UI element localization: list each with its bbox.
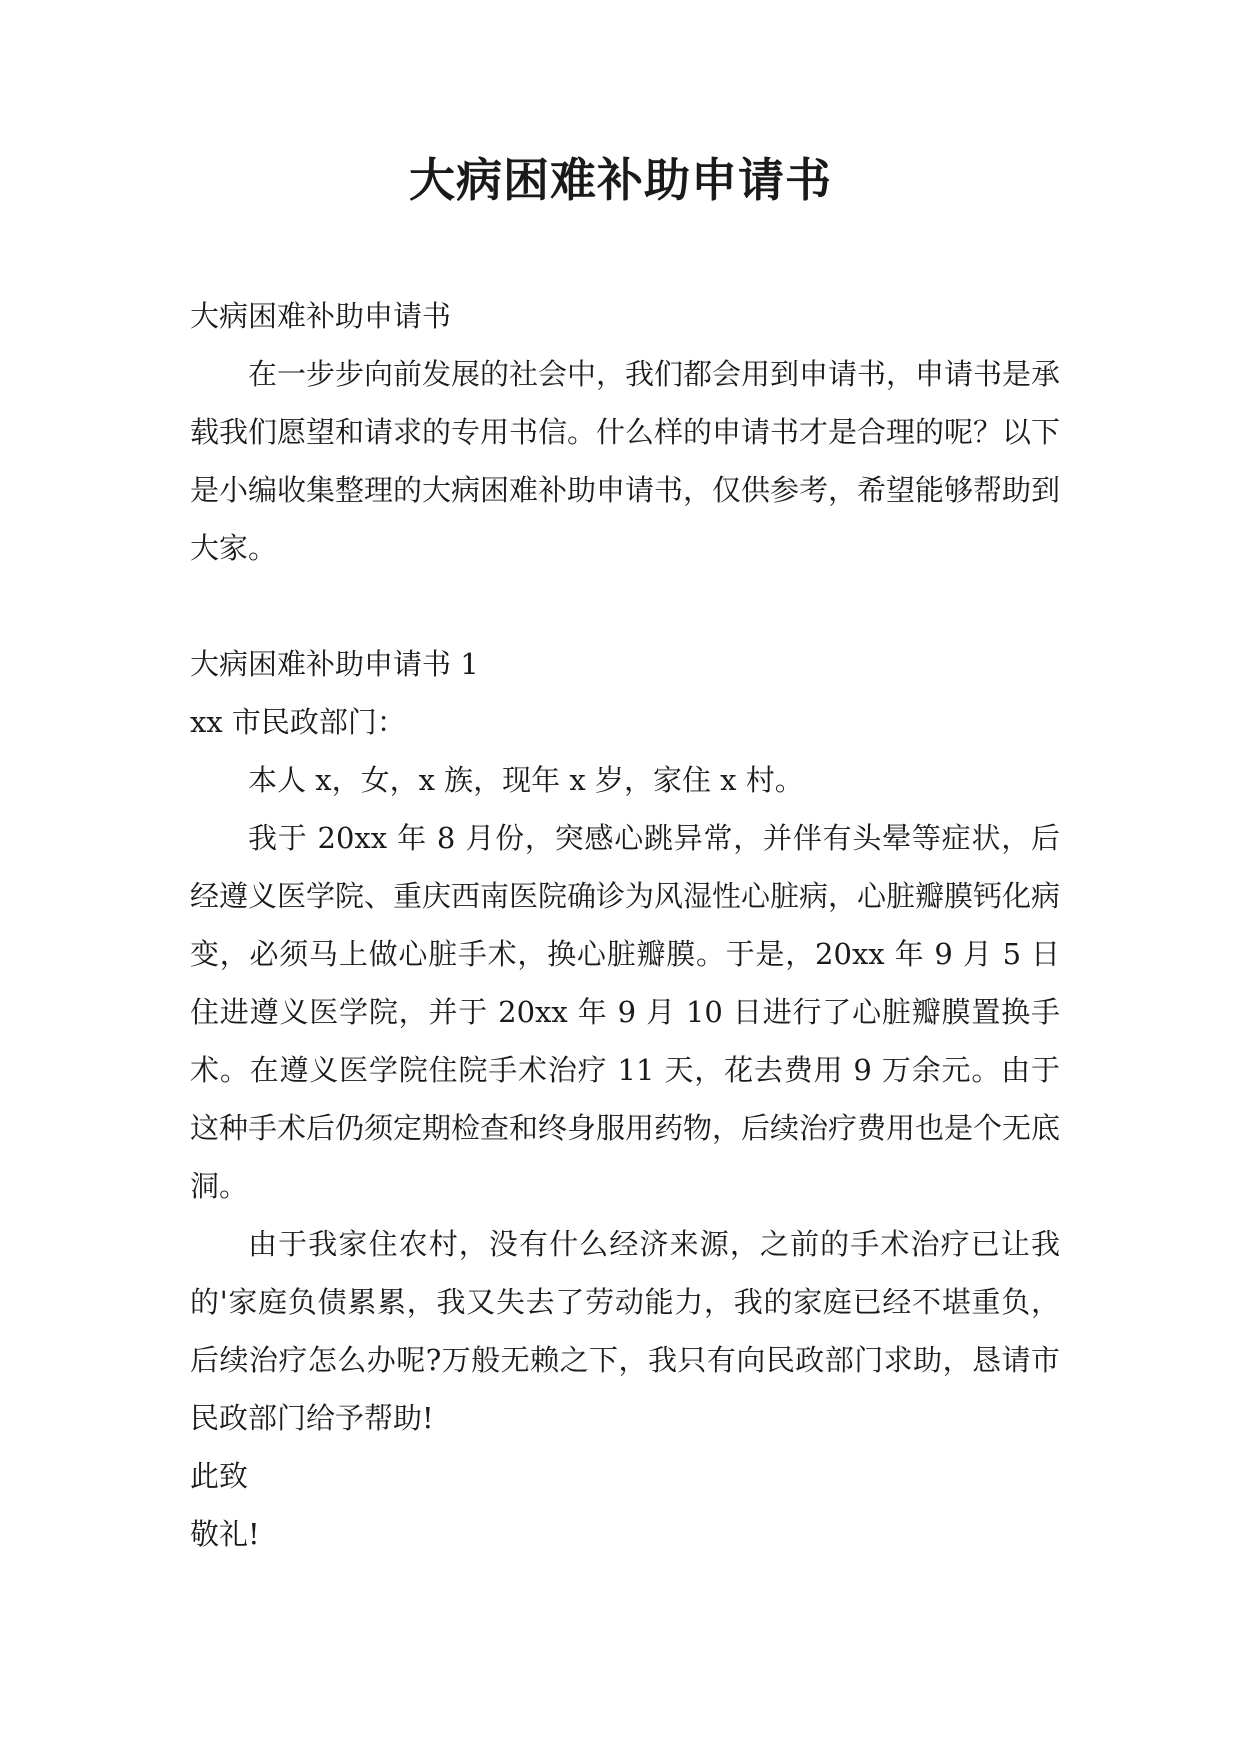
letter-paragraph-request: 由于我家住农村，没有什么经济来源，之前的手术治疗已让我的'家庭负债累累，我又失去了劳动能力，我的家庭已经不堪重负，后续治疗怎么办呢?万般无赖之下，我只有向民政部门求助，恳请市民政部门给予帮助! <box>190 1227 1060 1435</box>
intro-paragraph: 在一步步向前发展的社会中，我们都会用到申请书，申请书是承载我们愿望和请求的专用书信。什么样的申请书才是合理的呢？以下是小编收集整理的大病困难补助申请书，仅供参考，希望能够帮助到大家。 <box>190 357 1061 565</box>
document-body <box>190 287 1060 1563</box>
letter-closing-cizhi: 此致 <box>190 1459 249 1493</box>
letter-paragraph-medical-history: 我于 20xx 年 8 月份，突感心跳异常，并伴有头晕等症状，后经遵义医学院、重庆西南医院确诊为风湿性心脏病，心脏瓣膜钙化病变，必须马上做心脏手术，换心脏瓣膜。于是，20xx 年 9 月 5 日住进遵义医学院，并于 20xx 年 9 月 10 日进行了心脏瓣膜置换手术。在遵义医学院住院手术治疗 11 天，花去费用 9 万余元。由于这种手术后仍须定期检查和终身服用药物，后续治疗费用也是个无底洞。 <box>190 821 1061 1203</box>
paragraph-gap <box>190 577 1060 635</box>
letter-heading: 大病困难补助申请书 1 <box>190 647 479 681</box>
letter-closing-jingli: 敬礼! <box>190 1517 260 1551</box>
letter-paragraph-personal-info: 本人 x，女，x 族，现年 x 岁，家住 x 村。 <box>248 763 804 797</box>
letter-salutation: xx 市民政部门： <box>190 705 406 739</box>
document-title: 大病困难补助申请书 <box>409 153 832 207</box>
section-subtitle: 大病困难补助申请书 <box>190 299 452 333</box>
